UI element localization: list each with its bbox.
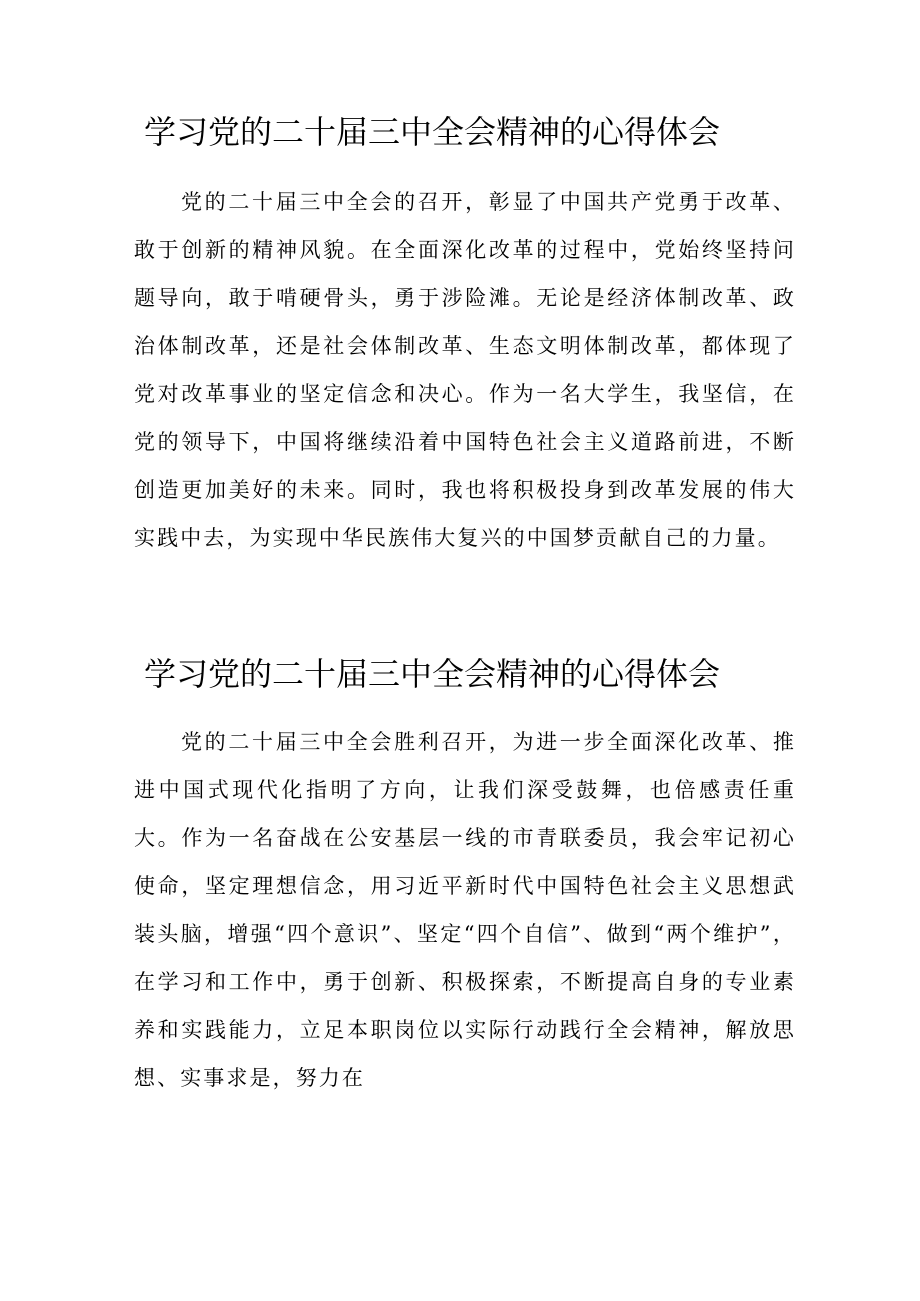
article-body-1: 党的二十届三中全会的召开，彰显了中国共产党勇于改革、敢于创新的精神风貌。在全面深化改革的过程中，党始终坚持问题导向，敢于啃硬骨头，勇于涉险滩。无论是经济体制改革、政治体制改革，还是社会体制改革、生态文明体制改革，都体现了党对改革事业的坚定信念和决心。作为一名大学生，我坚信，在党的领导下，中国将继续沿着中国特色社会主义道路前进，不断创造更加美好的未来。同时，我也将积极投身到改革发展的伟大实践中去，为实现中华民族伟大复兴的中国梦贡献自己的力量。 (134, 190, 796, 550)
article-title-2: 学习党的二十届三中全会精神的心得体会 (144, 655, 721, 693)
article-section-1 (0, 104, 920, 550)
article-body-2: 党的二十届三中全会胜利召开，为进一步全面深化改革、推进中国式现代化指明了方向，让我们深受鼓舞，也倍感责任重大。作为一名奋战在公安基层一线的市青联委员，我会牢记初心使命，坚定理想信念，用习近平新时代中国特色社会主义思想武装头脑，增强“四个意识”、坚定“四个自信”、做到“两个维护”，在学习和工作中，勇于创新、积极探索，不断提高自身的专业素养和实践能力，立足本职岗位以实际行动践行全会精神，解放思想、实事求是，努力在 (134, 730, 796, 1090)
article-section-2 (0, 646, 920, 1090)
article-title-1: 学习党的二十届三中全会精神的心得体会 (144, 113, 721, 151)
